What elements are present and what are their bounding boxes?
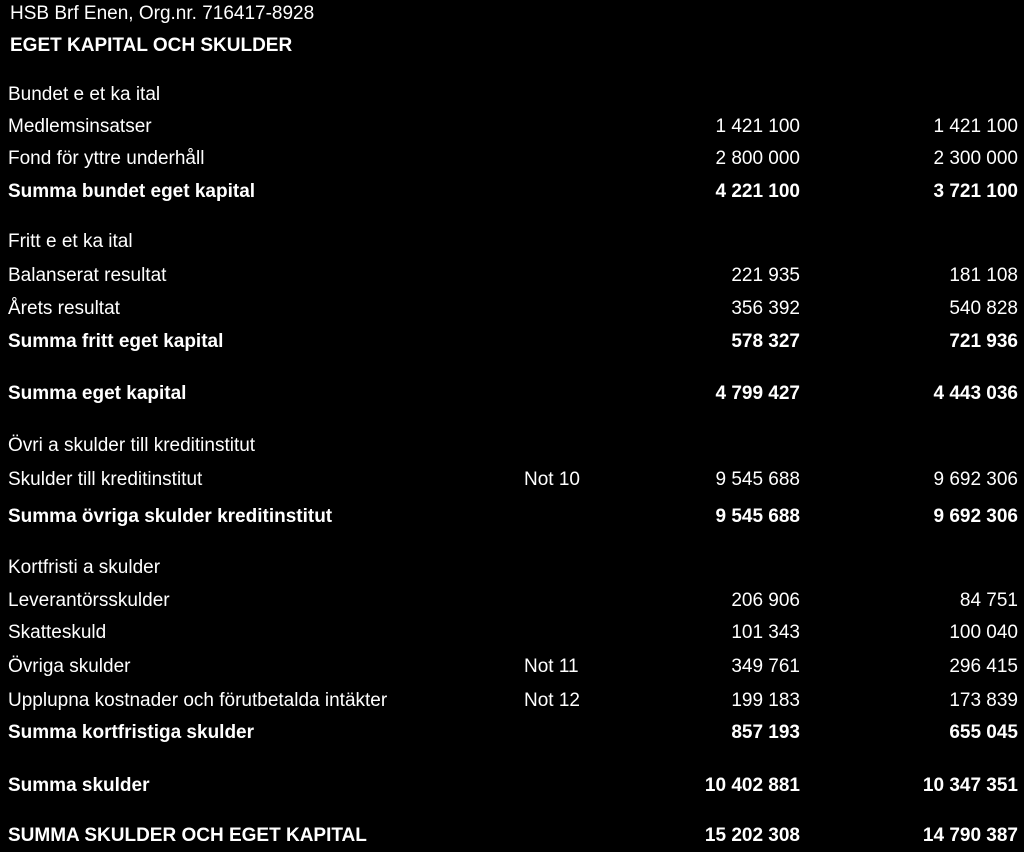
value-current: 857 193 (731, 722, 800, 743)
row-label: Balanserat resultat (8, 265, 167, 286)
value-current: 4 799 427 (715, 383, 800, 404)
table-row (0, 619, 1024, 647)
table-row (0, 145, 1024, 173)
row-label: Skatteskuld (8, 622, 107, 643)
value-current: 4 221 100 (715, 181, 800, 202)
value-previous: 9 692 306 (933, 469, 1018, 490)
table-row (0, 466, 1024, 494)
value-previous: 655 045 (949, 722, 1018, 743)
row-label: Kortfristi a skulder (8, 557, 161, 578)
value-current: 2 800 000 (715, 148, 800, 169)
value-current: 199 183 (731, 690, 800, 711)
value-previous: 1 421 100 (933, 116, 1018, 137)
value-current: 1 421 100 (715, 116, 800, 137)
row-label: Årets resultat (8, 298, 120, 319)
subtotal-row (0, 719, 1024, 747)
value-previous: 721 936 (949, 331, 1018, 352)
table-row (0, 587, 1024, 615)
note-ref: Not 10 (524, 469, 580, 490)
value-previous: 84 751 (959, 590, 1018, 611)
value-previous: 100 040 (949, 622, 1018, 643)
value-current: 206 906 (731, 590, 800, 611)
value-current: 349 761 (731, 656, 800, 677)
table-row (0, 653, 1024, 681)
table-row (0, 262, 1024, 290)
subheading-bundet (0, 81, 1024, 109)
row-label: Upplupna kostnader och förutbetalda intäkter (8, 690, 388, 711)
value-previous: 10 347 351 (922, 775, 1018, 796)
row-label: Övriga skulder (8, 656, 131, 677)
value-previous: 4 443 036 (933, 383, 1018, 404)
row-label: Bundet e et ka ital (8, 84, 161, 105)
table-row (0, 687, 1024, 715)
row-label: Summa skulder (8, 775, 150, 796)
row-label: Summa övriga skulder kreditinstitut (8, 506, 333, 527)
row-label: SUMMA SKULDER OCH EGET KAPITAL (8, 825, 367, 846)
value-previous: 296 415 (949, 656, 1018, 677)
value-previous: 181 108 (949, 265, 1018, 286)
org-header (0, 0, 1024, 28)
value-previous: 173 839 (949, 690, 1018, 711)
note-ref: Not 11 (524, 656, 579, 677)
value-current: 15 202 308 (704, 825, 800, 846)
section-title-row (0, 32, 1024, 60)
value-previous: 9 692 306 (933, 506, 1018, 527)
row-label: Skulder till kreditinstitut (8, 469, 203, 490)
value-current: 101 343 (731, 622, 800, 643)
value-previous: 3 721 100 (933, 181, 1018, 202)
value-current: 356 392 (731, 298, 800, 319)
value-current: 221 935 (731, 265, 800, 286)
row-label: Summa eget kapital (8, 383, 187, 404)
value-previous: 2 300 000 (933, 148, 1018, 169)
note-ref: Not 12 (524, 690, 580, 711)
value-previous: 14 790 387 (922, 825, 1018, 846)
total-row (0, 772, 1024, 800)
value-current: 9 545 688 (715, 506, 800, 527)
row-label: Leverantörsskulder (8, 590, 170, 611)
subheading-fritt (0, 228, 1024, 256)
org-line: HSB Brf Enen, Org.nr. 716417-8928 (10, 3, 315, 24)
value-current: 10 402 881 (704, 775, 800, 796)
value-previous: 540 828 (949, 298, 1018, 319)
row-label: Medlemsinsatser (8, 116, 152, 137)
row-label: Summa fritt eget kapital (8, 331, 224, 352)
subheading-kortfristiga (0, 554, 1024, 582)
table-row (0, 113, 1024, 141)
value-current: 578 327 (731, 331, 800, 352)
row-label: Övri a skulder till kreditinstitut (8, 435, 256, 456)
subheading-kreditinstitut (0, 432, 1024, 460)
row-label: Fond för yttre underhåll (8, 148, 205, 169)
table-row (0, 295, 1024, 323)
total-row (0, 380, 1024, 408)
subtotal-row (0, 503, 1024, 531)
row-label: Summa bundet eget kapital (8, 181, 256, 202)
subtotal-row (0, 328, 1024, 356)
subtotal-row (0, 178, 1024, 206)
row-label: Fritt e et ka ital (8, 231, 133, 252)
row-label: Summa kortfristiga skulder (8, 722, 255, 743)
value-current: 9 545 688 (715, 469, 800, 490)
grand-total-row (0, 822, 1024, 850)
section-title: EGET KAPITAL OCH SKULDER (10, 35, 293, 56)
